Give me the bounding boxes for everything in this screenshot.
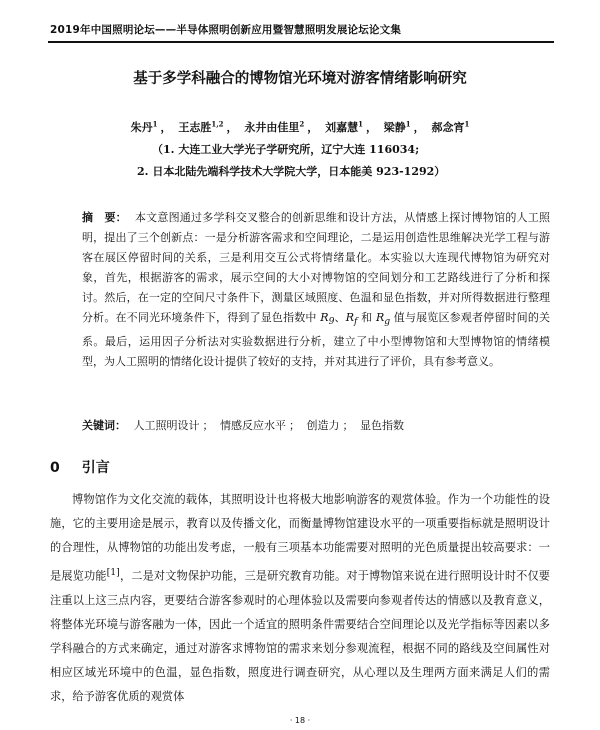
abstract: 摘 要： 本文意图通过多学科交叉整合的创新思维和设计方法，从情感上探讨博物馆的人工照明，提出了三个创新点：一是分析游客需求和空间理论，二是运用创造性思维解决光学工程与游客在展区停留时间的关系，三是利用交互公式将情绪量化。本实验以大连现代博物馆为研究对象，首先，根据游客的需求，展示空间的大小对博物馆的空间划分和工艺路线进行了分析和探讨。然后，在一定的空间尺寸条件下，测量区域照度、色温和显色指数，并对所得数据进行整理分析。在不同光环境条件下，得到了显色指数中 $R_9$、$R_f$ 和 $R_g$ 值与展览区参观者停留时间的关系。最后，运用因子分析法对实验数据进行分析，建立了中小型博物馆和大型博物馆的情绪模型，为人工照明的情绪化设计提供了较好的支持，并对其进行了评价，具有参考意义。 xyxy=(82,211,551,369)
citation: [1] xyxy=(106,566,120,578)
body-paragraph: 博物馆作为文化交流的载体，其照明设计也将极大地影响游客的观赏体验。作为一个功能性的设施，它的主要用途是展示，教育以及传播文化，而衡量博物馆建设水平的一项重要指标就是照明设计的合理性，从博物馆的功能出发考虑，一般有三项基本功能需要对照明的光色质量提出较高要求：一是展览功能[1]，二是对文物保护功能，三是研究教育功能。对于博物馆来说在进行照明设计时不仅要注重以上这三点内容，更要结合游客参观时的心理体验以及需要向参观者传达的情感以及教育意义，将整体光环境与游客融为一体，因此一个适宜的照明条件需要结合空间理论以及光学指标等因素以多学科融合的方式来确定，通过对游客求博物馆的需求来划分参观流程，根据不同的路线及空间属性对相应区域光环境中的色温，显色指数，照度进行调查研究，从心理以及生理两方面来满足人们的需求，给予游客优质的观赏体 xyxy=(50,493,550,704)
author: 永井由佳里$^2$ xyxy=(244,119,305,134)
author: 朱丹$^1$ xyxy=(130,119,158,134)
keyword: 情感反应水平 xyxy=(220,419,286,432)
symbol-rg: $R_g$ xyxy=(375,311,391,328)
symbol-r9: $R_9$ xyxy=(320,311,335,328)
author: 梁静$^1$ xyxy=(383,119,411,134)
author-list: 朱丹$^1$ ， 王志胜$^{1,2}$ ， 永井由佳里$^2$ ， 刘嘉慧$^1$ ， 梁静$^1$ ， 郝念宵$^1$ xyxy=(130,119,470,134)
section-title: 引言 xyxy=(81,460,110,476)
keyword: 创造力 xyxy=(306,419,340,432)
page-number: · 18 · xyxy=(289,716,311,725)
abstract-label: 摘 要： xyxy=(82,211,127,224)
section-number: 0 xyxy=(50,460,60,476)
keywords: 关键词： 人工照明设计 ； 情感反应水平 ； 创造力 ； 显色指数 xyxy=(82,419,404,432)
author: 王志胜$^{1,2}$ xyxy=(178,119,224,134)
author: 刘嘉慧$^1$ xyxy=(325,119,363,134)
keyword: 显色指数 xyxy=(360,419,404,432)
paper-title: 基于多学科融合的博物馆光环境对游客情绪影响研究 xyxy=(133,71,467,87)
section-heading xyxy=(50,457,110,477)
header-rule xyxy=(48,41,554,43)
keywords-label: 关键词： xyxy=(82,419,126,432)
running-header: 2019年中国照明论坛——半导体照明创新应用暨智慧照明发展论坛论文集 xyxy=(50,24,402,36)
keyword: 人工照明设计 xyxy=(133,419,200,432)
abstract-text: 本文意图通过多学科交叉整合的创新思维和设计方法，从情感上探讨博物馆的人工照明，提出了三个创新点：一是分析游客需求和空间理论，二是运用创造性思维解决光学工程与游客在展区停留时间的关系，三是利用交互公式将情绪量化。本实验以大连现代博物馆为研究对象，首先，根据游客的需求，展示空间的大小对博物馆的空间划分和工艺路线进行了分析和探讨。然后，在一定的空间尺寸条件下，测量区域照度、色温和显色指数，并对所得数据进行整理分析。在不同光环境条件下，得到了显色指数中 xyxy=(82,211,551,324)
author: 郝念宵$^1$ xyxy=(431,119,470,134)
symbol-rf: $R_f$ xyxy=(345,311,358,328)
affiliation-2: 2. 日本北陆先端科学技术大学院大学，日本能美 923-1292） xyxy=(137,165,446,178)
affiliation-1: （1. 大连工业大学光子学研究所，辽宁大连 116034; xyxy=(152,143,420,156)
